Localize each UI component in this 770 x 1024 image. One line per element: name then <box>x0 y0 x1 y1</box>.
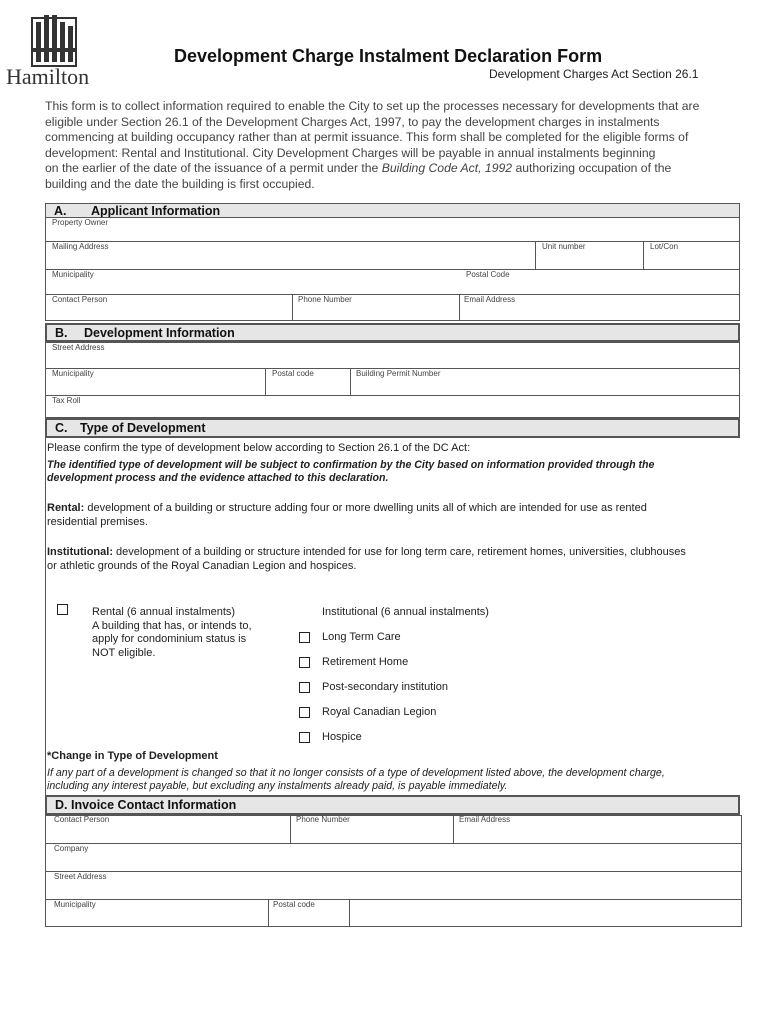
long-term-care-checkbox[interactable] <box>299 632 310 643</box>
rental-checkbox[interactable] <box>57 604 68 615</box>
invoice-street-address-field[interactable]: Street Address <box>54 872 107 881</box>
confirm-text: Please confirm the type of development below according to Section 26.1 of the DC Act: <box>47 442 471 454</box>
invoice-phone-number-field[interactable]: Phone Number <box>296 815 350 824</box>
page-subtitle: Development Charges Act Section 26.1 <box>489 67 699 81</box>
rental-option: Rental (6 annual instalments) A building that has, or intends to, apply for condominium status is NOT eligible. <box>92 606 252 659</box>
invoice-company-field[interactable]: Company <box>54 844 89 853</box>
page-title: Development Charge Instalment Declaration Form <box>174 46 603 66</box>
royal-canadian-legion-label: Royal Canadian Legion <box>322 706 437 718</box>
change-notice: If any part of a development is changed so that it no longer consists of a type of development listed above, the development charge, including any interest payable, but excluding any instalments already paid, is payable immediately. <box>47 767 665 792</box>
royal-canadian-legion-checkbox[interactable] <box>299 707 310 718</box>
post-secondary-label: Post-secondary institution <box>322 681 448 693</box>
retirement-home-label: Retirement Home <box>322 656 409 668</box>
dev-postal-code-field[interactable]: Postal code <box>272 369 314 378</box>
hospice-checkbox[interactable] <box>299 732 310 743</box>
tax-roll-field[interactable]: Tax Roll <box>52 396 81 405</box>
retirement-home-checkbox[interactable] <box>299 657 310 668</box>
hamilton-logo-text: Hamilton <box>6 64 90 89</box>
postal-code-field[interactable]: Postal Code <box>466 270 510 279</box>
phone-number-field[interactable]: Phone Number <box>298 295 352 304</box>
street-address-field[interactable]: Street Address <box>52 343 105 352</box>
invoice-contact-table <box>45 815 742 927</box>
section-d-header: D. Invoice Contact Information <box>45 795 740 815</box>
lot-con-field[interactable]: Lot/Con <box>650 242 679 251</box>
email-address-field[interactable]: Email Address <box>464 295 516 304</box>
mailing-address-field[interactable]: Mailing Address <box>52 242 109 251</box>
dev-municipality-field[interactable]: Municipality <box>52 369 94 378</box>
section-c-header: C. Type of Development <box>45 418 740 438</box>
long-term-care-label: Long Term Care <box>322 631 401 643</box>
intro-text: This form is to collect information required to enable the City to set up the processes necessary for developments that are eligible under Section 26.1 of the Development Charges Act, 1997, to pay the development charges in instalments commencing at building occupancy rather than at permit issuance. This form shall be completed for the eligible forms of development: Rental and Institutional. City Development Charges will be payable in annual instalments beginning on the earlier of the date of the issuance of a permit under the Building Code Act, 1992 authorizing occupation of the building and the date the building is first occupied. <box>45 99 700 191</box>
building-permit-number-field[interactable]: Building Permit Number <box>356 369 441 378</box>
change-title: *Change in Type of Development <box>47 750 218 762</box>
municipality-field[interactable]: Municipality <box>52 270 94 279</box>
section-a-header: A. Applicant Information <box>45 203 740 218</box>
invoice-email-address-field[interactable]: Email Address <box>459 815 511 824</box>
applicant-info-table <box>45 217 740 321</box>
rental-definition: Rental: development of a building or structure adding four or more dwelling units all of which are intended for use as rented residential premises. <box>47 502 647 528</box>
development-info-table <box>45 342 740 418</box>
invoice-contact-person-field[interactable]: Contact Person <box>54 815 110 824</box>
hospice-label: Hospice <box>322 731 362 743</box>
institutional-definition: Institutional: development of a building or structure intended for use for long term care, retirement homes, universities, clubhouses or athletic grounds of the Royal Canadian Legion and hospices. <box>47 546 686 572</box>
invoice-postal-code-field[interactable]: Postal code <box>273 900 315 909</box>
unit-number-field[interactable]: Unit number <box>542 242 586 251</box>
contact-person-field[interactable]: Contact Person <box>52 295 108 304</box>
property-owner-field[interactable]: Property Owner <box>52 218 109 227</box>
section-c-border-left <box>45 438 46 795</box>
post-secondary-checkbox[interactable] <box>299 682 310 693</box>
invoice-municipality-field[interactable]: Municipality <box>54 900 96 909</box>
confirmation-notice: The identified type of development will be subject to confirmation by the City based on information provided through the development process and the evidence attached to this declaration. <box>47 459 655 484</box>
institutional-option-title: Institutional (6 annual instalments) <box>322 606 489 618</box>
section-b-header: B. Development Information <box>45 323 740 342</box>
